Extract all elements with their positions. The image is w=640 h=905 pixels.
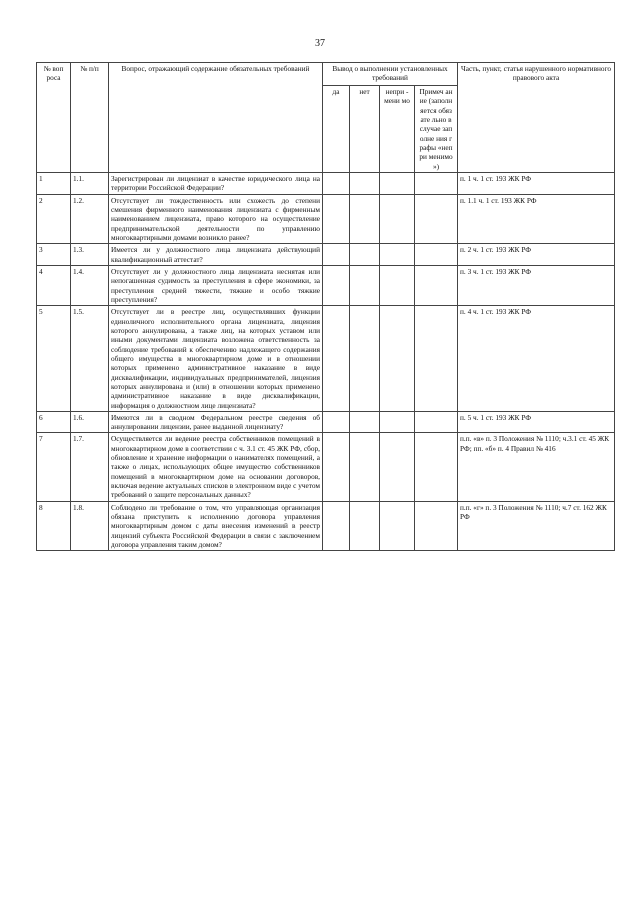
row-question: Имеются ли в сводном Федеральном реестре сведения об аннулировании лицензии, ранее выданной лицензиату? [109, 411, 323, 433]
row-not-applicable-cell [380, 501, 415, 551]
row-subitem: 1.8. [71, 501, 109, 551]
row-not-applicable-cell [380, 306, 415, 412]
table-header-row [37, 63, 615, 86]
row-subitem: 1.4. [71, 265, 109, 305]
row-no-cell [350, 265, 380, 305]
row-question: Имеется ли у должностного лица лицензиата действующий квалификационный аттестат? [109, 244, 323, 266]
row-subitem: 1.2. [71, 194, 109, 244]
table-row [37, 501, 615, 551]
row-subitem: 1.5. [71, 306, 109, 412]
row-normative-reference: п. 1 ч. 1 ст. 193 ЖК РФ [458, 172, 615, 194]
row-yes-cell [323, 265, 350, 305]
row-question: Отсутствует ли у должностного лица лицензиата неснятая или непогашенная судимость за преступления в сфере экономики, за преступления средней тяжести, тяжкие и особо тяжкие преступления? [109, 265, 323, 305]
table-row [37, 244, 615, 266]
row-note-cell [415, 306, 458, 412]
header-not-applicable: непри - мени мо [380, 86, 415, 173]
row-note-cell [415, 501, 458, 551]
row-no-cell [350, 306, 380, 412]
header-question-text: Вопрос, отражающий содержание обязательных требований [109, 63, 323, 173]
row-yes-cell [323, 172, 350, 194]
row-question: Соблюдено ли требование о том, что управляющая организация обязана приступить к исполнению договора управления многоквартирным домом с даты внесения изменений в реестр лицензий субъекта Российской Федерации в связи с заключением договора управления таким домом? [109, 501, 323, 551]
row-no-cell [350, 172, 380, 194]
row-normative-reference: п. 4 ч. 1 ст. 193 ЖК РФ [458, 306, 615, 412]
row-number: 5 [37, 306, 71, 412]
row-number: 7 [37, 433, 71, 501]
row-not-applicable-cell [380, 244, 415, 266]
table-row [37, 411, 615, 433]
header-note: Примеч ание (заполн яется обязате льно в случае заполне ния графы «непри менимо ») [415, 86, 458, 173]
row-not-applicable-cell [380, 411, 415, 433]
row-question: Зарегистрирован ли лицензиат в качестве юридического лица на территории Российской Федерации? [109, 172, 323, 194]
table-row [37, 172, 615, 194]
row-note-cell [415, 433, 458, 501]
row-number: 6 [37, 411, 71, 433]
row-no-cell [350, 433, 380, 501]
table-row [37, 306, 615, 412]
row-no-cell [350, 244, 380, 266]
row-note-cell [415, 265, 458, 305]
row-yes-cell [323, 194, 350, 244]
row-yes-cell [323, 433, 350, 501]
row-subitem: 1.3. [71, 244, 109, 266]
row-not-applicable-cell [380, 172, 415, 194]
row-normative-reference: п.п. «в» п. 3 Положения № 1110; ч.3.1 ст. 45 ЖК РФ; пп. «б» п. 4 Правил № 416 [458, 433, 615, 501]
row-normative-reference: п. 3 ч. 1 ст. 193 ЖК РФ [458, 265, 615, 305]
header-no: нет [350, 86, 380, 173]
row-yes-cell [323, 244, 350, 266]
row-note-cell [415, 411, 458, 433]
row-subitem: 1.7. [71, 433, 109, 501]
header-normative-act: Часть, пункт, статья нарушенного нормативного правового акта [458, 63, 615, 173]
row-subitem: 1.6. [71, 411, 109, 433]
row-subitem: 1.1. [71, 172, 109, 194]
row-note-cell [415, 172, 458, 194]
row-yes-cell [323, 501, 350, 551]
row-note-cell [415, 194, 458, 244]
row-number: 4 [37, 265, 71, 305]
table-row [37, 194, 615, 244]
row-number: 3 [37, 244, 71, 266]
checklist-table [36, 62, 615, 551]
row-normative-reference: п. 5 ч. 1 ст. 193 ЖК РФ [458, 411, 615, 433]
row-no-cell [350, 411, 380, 433]
row-no-cell [350, 194, 380, 244]
row-not-applicable-cell [380, 194, 415, 244]
header-subitem-number: № п/п [71, 63, 109, 173]
row-yes-cell [323, 411, 350, 433]
table-row [37, 433, 615, 501]
row-not-applicable-cell [380, 433, 415, 501]
row-number: 1 [37, 172, 71, 194]
row-note-cell [415, 244, 458, 266]
table-row [37, 265, 615, 305]
row-question: Отсутствует ли тождественность или схожесть до степени смешения фирменного наименования лицензиата с фирменным наименованием лицензиата, право которого на осуществление предпринимательской деятельности по управлению многоквартирными домами возникло ранее? [109, 194, 323, 244]
row-yes-cell [323, 306, 350, 412]
header-conclusion: Вывод о выполнении установленных требований [323, 63, 458, 86]
row-question: Отсутствует ли в реестре лиц, осуществлявших функции единоличного исполнительного органа лицензиата, лицензия которого аннулирована, а также лиц, на которых уставом или иными документами лицензиата возложена ответственность за соблюдение требований к обеспечению надлежащего содержания общего имущества в многоквартирном доме и в отношении которых применено административное наказание в виде дисквалификации, индивидуальных предпринимателей, лицензия которых аннулирована и (или) в отношении которых применено административное наказание в виде дисквалификации, информация о должностном лице лицензиата? [109, 306, 323, 412]
row-number: 2 [37, 194, 71, 244]
row-normative-reference: п.п. «г» п. 3 Положения № 1110; ч.7 ст. 162 ЖК РФ [458, 501, 615, 551]
row-not-applicable-cell [380, 265, 415, 305]
row-question: Осуществляется ли ведение реестра собственников помещений в многоквартирном доме в соответствии с ч. 3.1 ст. 45 ЖК РФ, сбор, обновление и хранение информации о нанимателях помещений, а также о лицах, использующих общее имущество собственников помещений в многоквартирном доме на основании договоров, включая ведение актуальных списков в электронном виде с учетом требований о защите персональных данных? [109, 433, 323, 501]
row-normative-reference: п. 1.1 ч. 1 ст. 193 ЖК РФ [458, 194, 615, 244]
row-normative-reference: п. 2 ч. 1 ст. 193 ЖК РФ [458, 244, 615, 266]
header-yes: да [323, 86, 350, 173]
row-number: 8 [37, 501, 71, 551]
header-question-number: № воп роса [37, 63, 71, 173]
page-number: 37 [315, 38, 325, 49]
row-no-cell [350, 501, 380, 551]
